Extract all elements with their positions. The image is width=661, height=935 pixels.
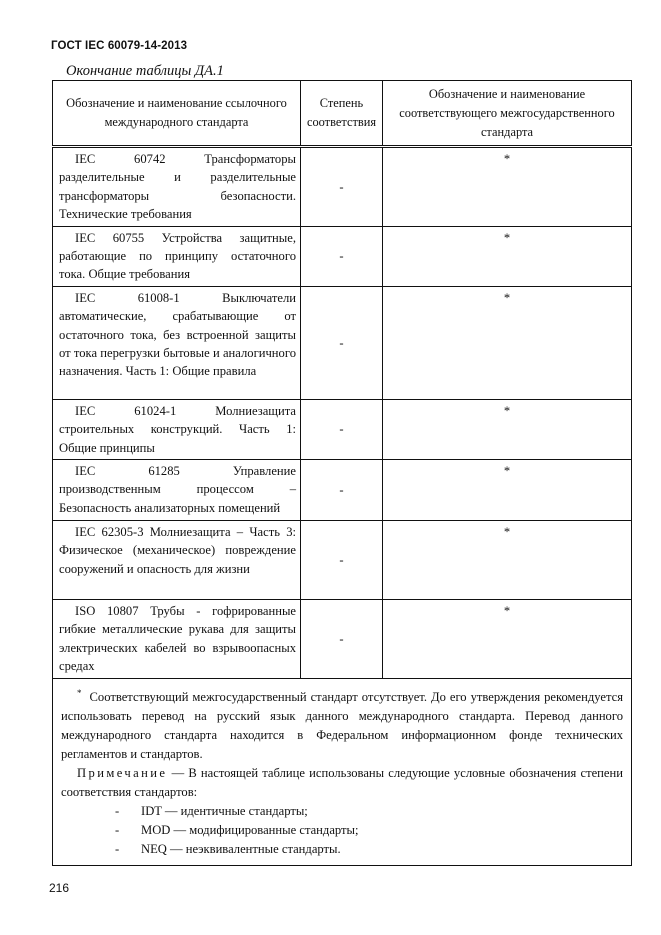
standard-name-cell <box>53 521 301 600</box>
footnote <box>61 684 623 764</box>
standard-name: IEC 60742 Трансформаторы разделительные и разделительные трансформаторы безопасности. Технические требования <box>59 152 296 222</box>
header-degree-of-conformity: Степень соответствия <box>301 81 383 147</box>
reference-standards-table <box>52 80 632 866</box>
table-row <box>53 399 632 459</box>
degree-cell: - <box>301 226 383 286</box>
standard-name: IEC 60755 Устройства защитные, работающие по принципу остаточного тока. Общие требования <box>59 230 296 282</box>
table-row <box>53 600 632 679</box>
list-item <box>115 840 623 859</box>
document-header: ГОСТ IEC 60079-14-2013 <box>51 40 188 52</box>
degree-cell: - <box>301 600 383 679</box>
degree-cell: - <box>301 521 383 600</box>
page-number: 216 <box>49 881 70 895</box>
correspondence-cell: * <box>383 460 632 521</box>
correspondence-cell: * <box>383 600 632 679</box>
correspondence-cell: * <box>383 286 632 399</box>
notes-row <box>53 678 632 865</box>
standard-name: IEC 61024-1 Молниезащита строительных конструкций. Часть 1: Общие принципы <box>59 403 296 455</box>
standard-name: IEC 61008-1 Выключатели автоматические, срабатывающие от остаточного тока, без встроенной защиты от тока перегрузки бытовые и аналогичного назначения. Часть 1: Общие правила <box>59 290 296 379</box>
standard-name-cell <box>53 226 301 286</box>
list-item-text: IDT — идентичные стандарты; <box>141 803 308 818</box>
list-item-text: MOD — модифицированные стандарты; <box>141 822 359 837</box>
correspondence-cell: * <box>383 226 632 286</box>
correspondence-cell: * <box>383 399 632 459</box>
standard-name-cell <box>53 600 301 679</box>
table-header-row <box>53 81 632 147</box>
list-dash: - <box>115 803 120 818</box>
list-item <box>115 821 623 840</box>
header-interstate-standard: Обозначение и наименование соответствующего межгосударственного стандарта <box>383 81 632 147</box>
footnote-mark: * <box>77 687 82 698</box>
header-international-standard: Обозначение и наименование ссылочного международного стандарта <box>53 81 301 147</box>
standard-name: IEC 61285 Управление производственным процессом – Безопасность анализаторных помещений <box>59 464 296 515</box>
notes-cell <box>53 678 632 865</box>
note-label: Примечание <box>77 765 168 780</box>
standard-name-cell <box>53 147 301 227</box>
table-caption: Окончание таблицы ДА.1 <box>66 63 224 79</box>
table-row <box>53 286 632 399</box>
list-item-text: NEQ — неэквивалентные стандарты. <box>141 841 341 856</box>
degree-cell: - <box>301 286 383 399</box>
note-text: — В настоящей таблице использованы следующие условные обозначения степени соответствия стандартов: <box>61 765 623 799</box>
table-row <box>53 226 632 286</box>
table-row <box>53 460 632 521</box>
note-paragraph <box>61 764 623 802</box>
correspondence-cell: * <box>383 521 632 600</box>
table-row <box>53 521 632 600</box>
degree-cell: - <box>301 147 383 227</box>
standard-name-cell <box>53 460 301 521</box>
correspondence-cell: * <box>383 147 632 227</box>
standard-name: ISO 10807 Трубы - гофрированные гибкие металлические рукава для защиты электрических кабелей во взрывоопасных средах <box>59 604 296 674</box>
list-dash: - <box>115 841 120 856</box>
standard-name: IEC 62305-3 Молниезащита – Часть 3: Физическое (механическое) повреждение сооружений и опасность для жизни <box>59 525 296 576</box>
degree-cell: - <box>301 399 383 459</box>
footnote-text: Соответствующий межгосударственный стандарт отсутствует. До его утверждения рекомендуется использовать перевод на русский язык данного международного стандарта. Перевод данного международного стандарта находится в Федеральном информационном фонде технических регламентов и стандартов. <box>61 689 623 761</box>
list-dash: - <box>115 822 120 837</box>
list-item <box>115 802 623 821</box>
degree-cell: - <box>301 460 383 521</box>
table-row <box>53 147 632 227</box>
standard-name-cell <box>53 399 301 459</box>
standard-name-cell <box>53 286 301 399</box>
